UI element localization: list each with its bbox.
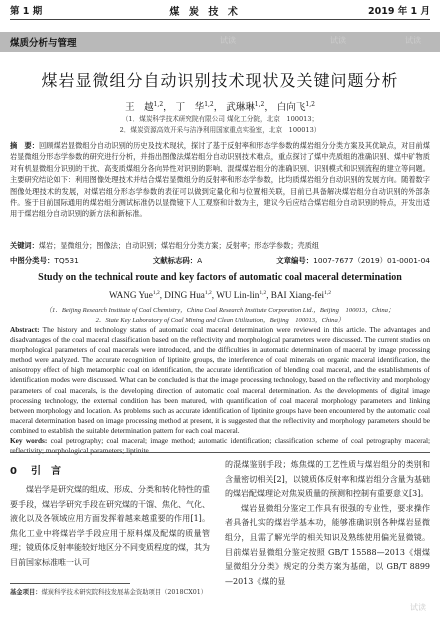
author-name-en: WANG Yue [109, 290, 153, 301]
watermark: 试读 [410, 603, 426, 612]
keywords-label-cn: 关键词： [10, 241, 39, 250]
author-name-en: DING Hua [164, 290, 205, 301]
publication-date: 2019 年 1 月 [368, 6, 430, 17]
affiliation-en-1: （1．Beijing Research Institute of Coal Chemistry，China Coal Research Institute Corporation Ltd.，Beijing 100013，China； [45, 307, 395, 314]
keywords-text-en: coal petrography; coal maceral; image method; automatic identification; classification scheme of coal petrography maceral; reflectivity; morphological parameters; liptinite [10, 436, 431, 456]
section-divider [10, 452, 430, 453]
classification-row [10, 255, 430, 266]
author-name-en: BAI Xiang-fei [270, 290, 325, 301]
affiliation-cn-1: （1．煤炭科学技术研究院有限公司 煤化工分院，北京 100013； [121, 115, 319, 123]
keywords-text-cn: 煤岩；显微组分；图像法；自动识别；煤岩组分分类方案；反射率；形态学参数；壳质组 [38, 241, 320, 250]
affiliation-en-2: 2．State Key Laboratory of Coal Mining and Clean Utilization，Beijing 100013，China） [95, 317, 345, 324]
affiliation-mark: 1,2 [152, 290, 160, 296]
body-right-column [225, 458, 430, 589]
footnote [10, 588, 215, 597]
article-id: 文章编号：1007-7677（2019）01-0001-04 [276, 256, 430, 265]
affiliation-mark: 1,2 [254, 100, 265, 108]
abstract-text-en: The history and technology status of automatic coal maceral determination were reviewed in this article. The advantages and disadvantages of the coal maceral classification based on the reflectivity and morphological parameters were discussed. The current studies on morphological parameters of coal macerals were introduced, and the difficulties in automatic determination of maceral by image processing method were analyzed. The accurate recognition of liptinite groups, the interference of coal minerals on organic maceral identification, the anisotropy effect of high metamorphic coal on identification, the accurate identification of blending coal maceral, and the establishments of identification modes were discussed. What can be concluded is that the image processing technology, based on the reflectivity and morphology parameters of coal macerals, is the developing direction of automatic coal maceral determination. As the developments of digital image processing technology, the external condition has been matured, with quantification of coal maceral morphology parameters and linking between morphology and location. As problems such as accurate identification of liptinite groups have been encountered by the automatic coal maceral determination based on image processing method at present, it is suggested that the reflectivity and morphology parameters should be combined to establish the suitable determination pattern for each coal maceral. [10, 325, 430, 435]
watermark: 试读 [405, 36, 421, 45]
section-heading [10, 462, 210, 477]
abstract-en [10, 325, 430, 456]
body-paragraph: 煤岩学是研究煤的组成、形成、分类和转化特性的重要手段，煤岩学研究手段在研究煤的干馏、焦化、气化、液化以及各领域应用方面发挥着越来越重要的作用[1]。焦化工业中将煤岩学手段应用于原料煤及配煤的质量管理；镜质体反射率能较好地区分不同变质程度的煤，其为目前国家标准唯一认可 [10, 485, 210, 567]
column-label: 煤质分析与管理 [10, 38, 77, 49]
author-list-en: WANG Yue$^{1,2}$, DING Hua$^{1,2}$, WU Lin-lin$^{1,2}$, BAI Xiang-fei$^{1,2}$ [109, 290, 331, 301]
column-banner [0, 32, 440, 52]
running-header [10, 4, 430, 20]
article-title-cn: 煤岩显微组分自动识别技术现状及关键问题分析 [41, 71, 399, 90]
clc-number: 中图分类号：TQ531 [10, 256, 79, 265]
author-name-en: WU Lin-lin [216, 290, 260, 301]
section-title: 引 言 [30, 466, 61, 477]
author-list-cn: 王 越$^{1,2}$， 丁 华$^{1,2}$， 武琳琳$^{1,2}$， 白向飞$^{1,2}$ [125, 100, 315, 113]
journal-name: 煤 炭 技 术 [169, 6, 241, 18]
body-paragraph: 煤岩显微组分鉴定工作具有很强的专业性，要求操作者具备扎实的煤岩学基本功，能够准确识别各种煤岩显微组分，且需了解光学的相关知识及熟练使用偏光显微镜。目前煤岩显微组分鉴定按照 GB/T 15588—2013《烟煤显微组分分类》规定的分类方案为基础，以 GB/T 8899—2013《煤的显 [225, 503, 430, 586]
issue-number: 第 1 期 [10, 6, 43, 17]
footnote-rule [10, 583, 130, 584]
affiliation-mark: 1,2 [204, 100, 214, 108]
footnote-label: 基金项目： [10, 589, 42, 596]
author-name: 武琳琳 [226, 102, 255, 113]
watermark: 试读 [330, 36, 346, 45]
abstract-cn [10, 140, 430, 220]
affiliation-mark: 1,2 [324, 290, 331, 296]
affiliation-mark: 1,2 [305, 100, 315, 108]
affiliation-mark: 1,2 [204, 290, 212, 296]
body-left-column [10, 458, 210, 571]
footnote-text: 煤炭科学技术研究院科技发展基金资助项目（2018CX01） [41, 589, 208, 596]
body-paragraph: 的混煤鉴别手段；炼焦煤的工艺性质与煤岩组分的类别和含量密切相关[2]，以镜质体反射率和煤岩组分含量为基础的煤岩配煤理论对焦炭质量的预测和控制有重要意义[3]。 [225, 460, 430, 499]
affiliation-cn-2: 2．煤炭资源高效开采与洁净利用国家重点实验室，北京 100013） [119, 126, 321, 134]
keywords-label-en: Key words: [10, 436, 48, 446]
author-name: 丁 华 [175, 102, 205, 113]
keywords-cn [10, 240, 430, 251]
abstract-label-cn: 摘 要： [10, 141, 39, 150]
document-code: 文献标志码：A [152, 256, 203, 265]
author-name: 白向飞 [276, 102, 306, 113]
author-name: 王 越 [125, 102, 154, 113]
article-title-en: Study on the technical route and key factors of automatic coal maceral determination [38, 272, 402, 283]
abstract-text-cn: 回顾煤岩显微组分自动识别的历史及技术现状，探讨了基于反射率和形态学参数的煤岩组分分类方案及其优缺点，对目前煤岩显微组分形态学参数的研究进行分析，并指出图像法煤岩组分自动识别技术难点，重点探讨了煤中壳质组的准确识别、煤中矿物质对有机显微组分识别的干扰、高变质煤组分各向异性对识别的影响、混煤煤岩组分的准确识别、识别模式和识别流程的建立等问题。主要研究结论如下：利用图像处理技术并结合煤岩显微组分的反射率和形态学参数，比均质煤岩组分自动识别的发展方向。随着数字图像处理技术的发展，对煤岩组分形态学参数的表征可以做到定量化和与位置相关联，目前已具备解决煤岩组分自动识别的外部条件。鉴于目前国际通用的煤岩组分测试标准仍以显微镜下人工观察和计数为主，建议今后应结合煤岩组分自动识别的特点，开发出适用于煤岩组分自动识别的新方法和新标准。 [10, 141, 430, 219]
abstract-label-en: Abstract: [10, 325, 40, 334]
section-number: 0 [10, 466, 17, 477]
affiliation-mark: 1,2 [259, 290, 267, 296]
affiliation-mark: 1,2 [153, 100, 164, 108]
watermark: 试读 [220, 36, 236, 45]
